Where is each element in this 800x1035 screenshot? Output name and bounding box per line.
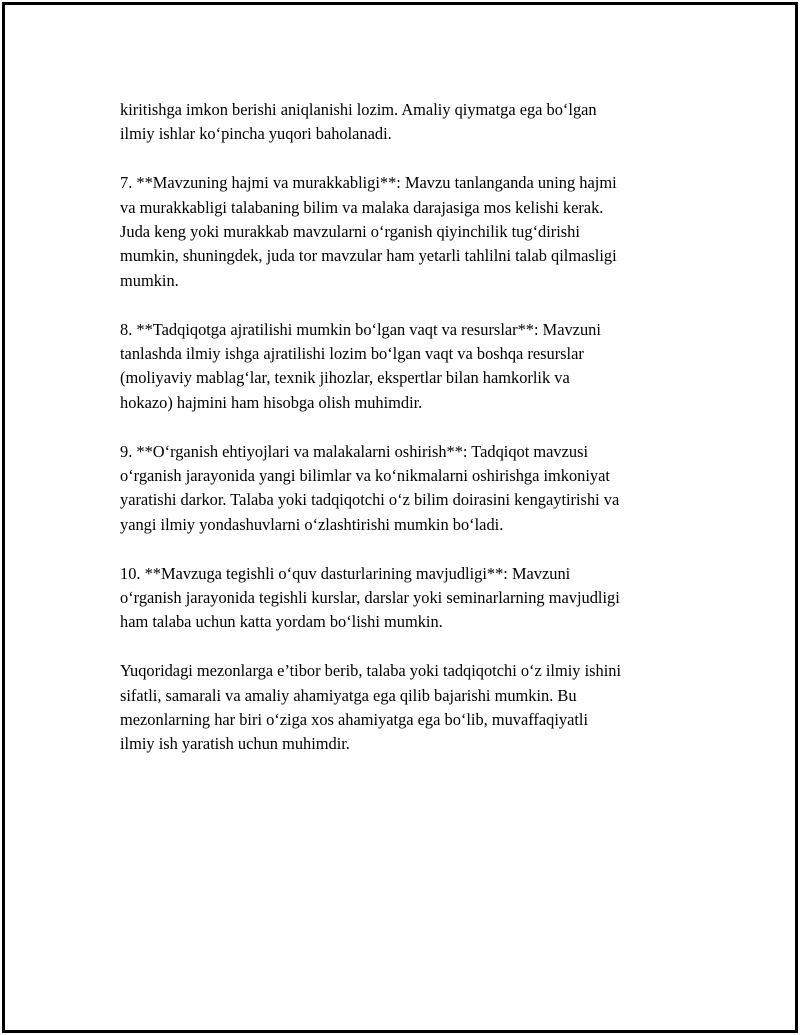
text-line: kiritishga imkon berishi aniqlanishi lozim. Amaliy qiymatga ega bo‘lgan xyxy=(120,100,597,119)
text-line: 9. **O‘rganish ehtiyojlari va malakalarni oshirish**: Tadqiqot mavzusi xyxy=(120,441,589,461)
paragraph-item-10 xyxy=(120,562,695,635)
text-line: va murakkabligi talabaning bilim va malaka darajasiga mos kelishi kerak. xyxy=(120,197,604,217)
document-page xyxy=(2,2,798,1033)
text-line: sifatli, samarali va amaliy ahamiyatga ega qilib bajarishi mumkin. Bu xyxy=(120,685,577,705)
text-line: (moliyaviy mablag‘lar, texnik jihozlar, ekspertlar bilan hamkorlik va xyxy=(120,368,570,388)
text-line: Juda keng yoki murakkab mavzularni o‘rganish qiyinchilik tug‘dirishi xyxy=(120,222,580,242)
paragraph-continuation xyxy=(120,98,695,147)
document-body xyxy=(120,98,695,781)
text-line: mumkin, shuningdek, juda tor mavzular ham yetarli tahlilni talab qilmasligi xyxy=(120,246,617,266)
text-line: tanlashda ilmiy ishga ajratilishi lozim bo‘lgan vaqt va boshqa resurslar xyxy=(120,344,584,364)
text-line: 10. **Mavzuga tegishli o‘quv dasturlarining mavjudligi**: Mavzuni xyxy=(120,563,571,583)
text-line: yangi ilmiy yondashuvlarni o‘zlashtirishi mumkin bo‘ladi. xyxy=(120,514,504,534)
paragraph-item-7 xyxy=(120,171,695,293)
text-line: mumkin. xyxy=(120,270,179,290)
text-line: o‘rganish jarayonida tegishli kurslar, darslar yoki seminarlarning mavjudligi xyxy=(120,588,620,608)
text-line: ilmiy ish yaratish uchun muhimdir. xyxy=(120,734,350,754)
text-line: ham talaba uchun katta yordam bo‘lishi mumkin. xyxy=(120,612,443,632)
text-line: ilmiy ishlar ko‘pincha yuqori baholanadi. xyxy=(120,124,392,144)
text-line: Yuqoridagi mezonlarga e’tibor berib, talaba yoki tadqiqotchi o‘z ilmiy ishini xyxy=(120,661,622,681)
text-line: hokazo) hajmini ham hisobga olish muhimdir. xyxy=(120,392,423,412)
paragraph-conclusion xyxy=(120,659,695,757)
text-line: 7. **Mavzuning hajmi va murakkabligi**: Mavzu tanlanganda uning hajmi xyxy=(120,173,617,193)
text-line: yaratishi darkor. Talaba yoki tadqiqotchi o‘z bilim doirasini kengaytirishi va xyxy=(120,490,620,510)
text-line: o‘rganish jarayonida yangi bilimlar va ko‘nikmalarni oshirishga imkoniyat xyxy=(120,466,610,486)
paragraph-item-8 xyxy=(120,318,695,416)
paragraph-item-9 xyxy=(120,440,695,538)
text-line: 8. **Tadqiqotga ajratilishi mumkin bo‘lgan vaqt va resurslar**: Mavzuni xyxy=(120,319,601,339)
text-line: mezonlarning har biri o‘ziga xos ahamiyatga ega bo‘lib, muvaffaqiyatli xyxy=(120,710,589,730)
